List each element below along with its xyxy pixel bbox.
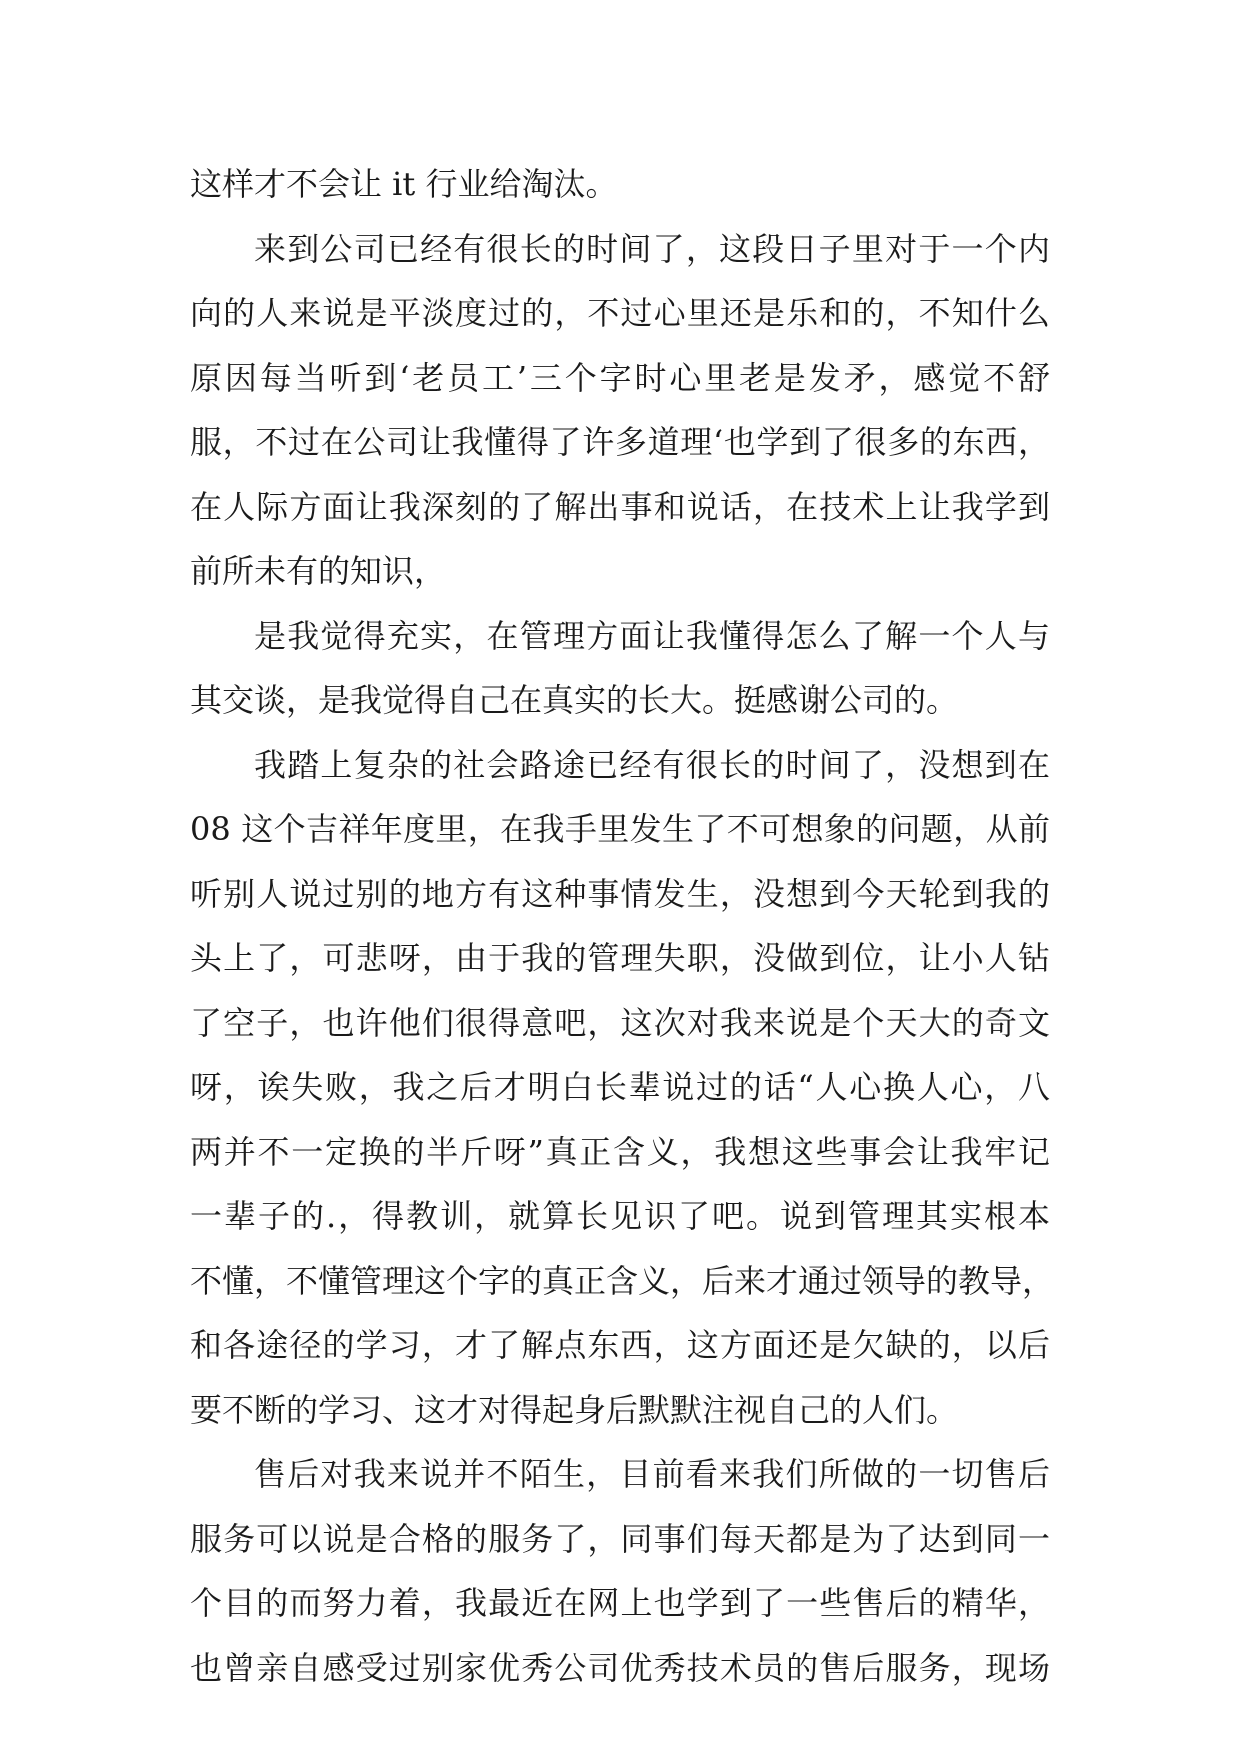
paragraph-line: 不懂，不懂管理这个字的真正含义，后来才通过领导的教导， (190, 1261, 1055, 1300)
paragraph-line: 一辈子的.，得教训，就算长见识了吧。说到管理其实根本 (190, 1197, 1050, 1235)
paragraph-line: 了空子，也许他们很得意吧，这次对我来说是个天大的奇文 (190, 1003, 1050, 1042)
paragraph-line: 向的人来说是平淡度过的，不过心里还是乐和的，不知什么 (190, 294, 1050, 332)
paragraph-line: 我踏上复杂的社会路途已经有很长的时间了，没想到在 (254, 745, 1050, 784)
paragraph-line: 和各途径的学习，才了解点东西，这方面还是欠缺的，以后 (190, 1326, 1050, 1364)
paragraph-line: 这样才不会让 it 行业给淘汰。 (190, 165, 618, 203)
paragraph-line: 也曾亲自感受过别家优秀公司优秀技术员的售后服务，现场 (190, 1648, 1050, 1687)
paragraph-line: 原因每当听到‘老员工’三个字时心里老是发矛，感觉不舒 (190, 358, 1050, 397)
paragraph-line: 听别人说过别的地方有这种事情发生，没想到今天轮到我的 (190, 874, 1050, 913)
paragraph-line: 其交谈，是我觉得自己在真实的长大。挺感谢公司的。 (190, 681, 959, 719)
paragraph-line: 服，不过在公司让我懂得了许多道理‘也学到了很多的东西， (190, 423, 1050, 461)
paragraph-line: 头上了，可悲呀，由于我的管理失职，没做到位，让小人钻 (190, 939, 1050, 977)
paragraph-line: 在人际方面让我深刻的了解出事和说话，在技术上让我学到 (190, 487, 1050, 526)
paragraph-line: 两并不一定换的半斤呀”真正含义，我想这些事会让我牢记 (190, 1132, 1050, 1171)
paragraph-line: 前所未有的知识， (190, 552, 447, 590)
paragraph-line: 来到公司已经有很长的时间了，这段日子里对于一个内 (254, 229, 1050, 268)
paragraph-line: 个目的而努力着，我最近在网上也学到了一些售后的精华， (190, 1584, 1050, 1622)
paragraph-line: 是我觉得充实，在管理方面让我懂得怎么了解一个人与 (254, 616, 1050, 655)
paragraph-line: 服务可以说是合格的服务了，同事们每天都是为了达到同一 (190, 1519, 1050, 1558)
paragraph-line: 售后对我来说并不陌生，目前看来我们所做的一切售后 (254, 1455, 1050, 1493)
paragraph-line: 要不断的学习、这才对得起身后默默注视自己的人们。 (190, 1390, 959, 1429)
paragraph-line: 呀，诶失败，我之后才明白长辈说过的话“人心换人心，八 (190, 1068, 1050, 1106)
paragraph-line: 08 这个吉祥年度里，在我手里发生了不可想象的问题，从前 (190, 810, 1050, 848)
document-body (190, 152, 1055, 1700)
